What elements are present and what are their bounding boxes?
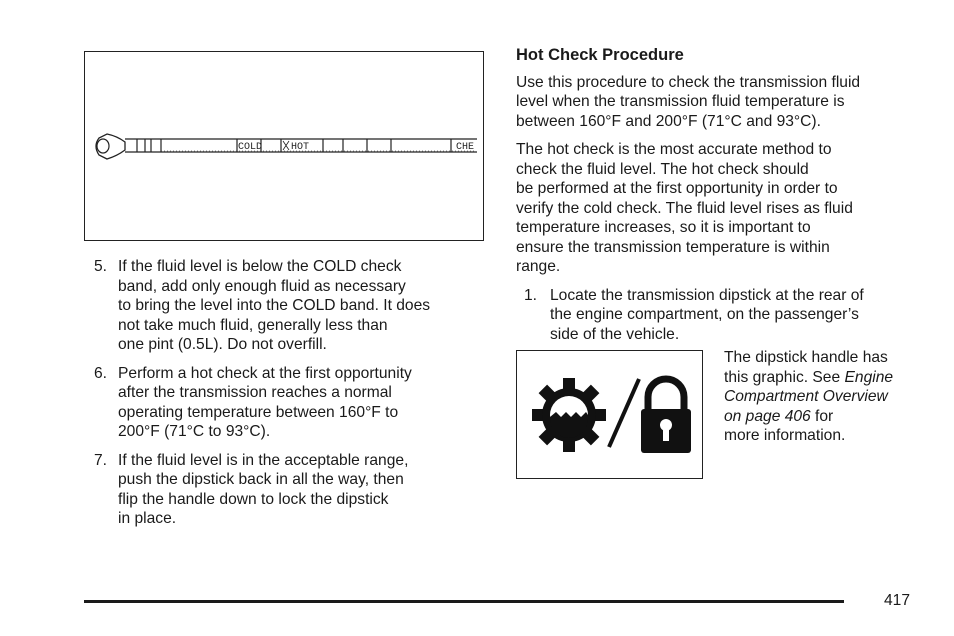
check-label: CHE: [456, 142, 475, 153]
intro-paragraph: Use this procedure to check the transmission fluid level when the transmission fluid temperature is between 160°F and 200°F (71°C and 93°C).: [516, 73, 861, 130]
graphic-caption: [724, 348, 934, 446]
step-text: If the fluid level is below the COLD check band, add only enough fluid as necessary to bring the level into the COLD band. It does not take much fluid, generally less than one pint (0.5L). Do not overfill.: [118, 258, 431, 353]
hot-label: HOT: [291, 142, 310, 153]
engine-compartment-link[interactable]: Engine Compartment Overview on page 406: [724, 368, 894, 425]
dipstick-illustration: [85, 52, 485, 242]
slash-icon: [609, 379, 639, 447]
step-text: If the fluid level is in the acceptable range, push the dipstick back in all the way, then flip the handle down to lock the dipstick in place.: [118, 451, 409, 527]
handle-graphic-svg: [517, 351, 704, 480]
step-text: Locate the transmission dipstick at the rear of the engine compartment, on the passenger’s side of the vehicle.: [550, 286, 864, 343]
caption-text-end: for more information.: [724, 407, 846, 444]
list-item: [94, 257, 486, 355]
explanation-paragraph: The hot check is the most accurate method to check the fluid level. The hot check should be performed at the first opportunity in order to verify the cold check. The fluid level rises as fluid temperature increases, so it is important to ensure the transmission temperature is within range.: [516, 141, 853, 275]
step-number: 1.: [524, 286, 538, 304]
gear-icon: [532, 378, 606, 452]
step-text: Perform a hot check at the first opportunity after the transmission reaches a normal operating temperature between 160°F to 200°F (71°C to 93°C).: [118, 364, 412, 440]
step-number: 5.: [94, 258, 108, 275]
page-number: 417: [884, 592, 911, 609]
step-number: 6.: [94, 364, 108, 382]
list-item: [94, 451, 486, 529]
section-heading: Hot Check Procedure: [516, 46, 684, 64]
dipstick-figure: [84, 51, 484, 241]
list-item: [524, 286, 926, 345]
footer-rule: [84, 600, 844, 603]
padlock-icon: [641, 379, 691, 453]
list-item: [94, 364, 486, 442]
caption-text: The dipstick handle has this graphic. See: [724, 349, 888, 386]
hot-check-section: [516, 46, 926, 344]
left-steps-list: [94, 257, 486, 538]
cold-label: COLD: [238, 142, 263, 153]
dipstick-handle-graphic: [516, 350, 703, 479]
step-number: 7.: [94, 451, 108, 469]
